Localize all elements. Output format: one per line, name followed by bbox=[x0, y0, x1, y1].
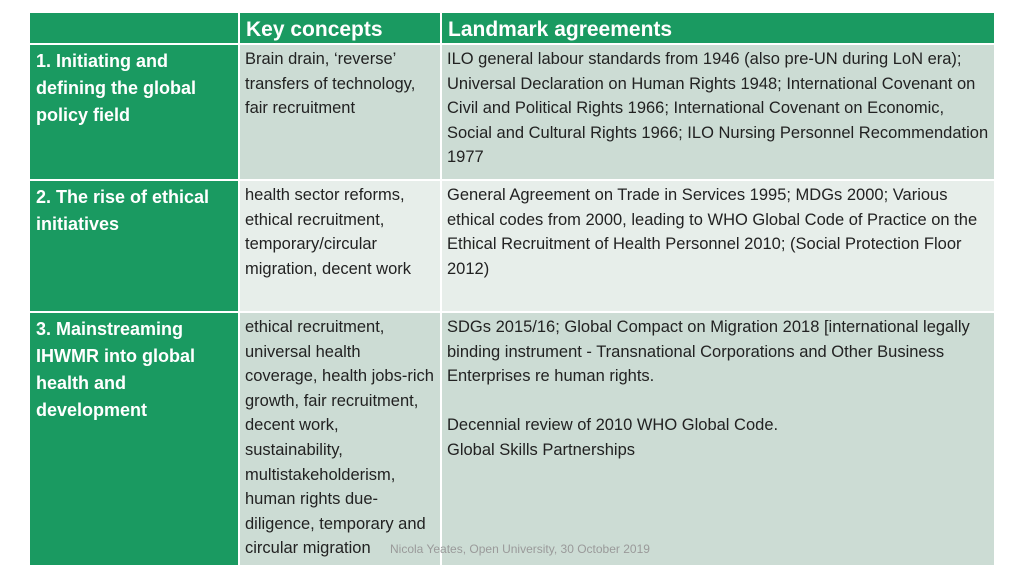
concepts-cell-1: Brain drain, ‘reverse’ transfers of technology, fair recruitment bbox=[240, 45, 442, 181]
stage-cell-3: 3. Mainstreaming IHWMR into global health and development bbox=[30, 313, 240, 567]
concepts-cell-2: health sector reforms, ethical recruitment, temporary/circular migration, decent work bbox=[240, 181, 442, 313]
agreements-text: Global Skills Partnerships bbox=[447, 440, 635, 459]
agreements-text: ILO general labour standards from 1946 (also pre-UN during LoN era); Universal Declaration on Human Rights 1948; International Covenant on Civil and Political Rights 1966; International Covenant on Economic, Social and Cultural Rights 1966; ILO Nursing Personnel Recommendation 1977 bbox=[447, 50, 989, 167]
slide-footer: Nicola Yeates, Open University, 30 October 2019 bbox=[390, 542, 650, 556]
stage-cell-1: 1. Initiating and defining the global policy field bbox=[30, 45, 240, 181]
paragraph-gap bbox=[447, 389, 989, 414]
agreements-cell-2 bbox=[442, 181, 994, 313]
agreements-text: General Agreement on Trade in Services 1995; MDGs 2000; Various ethical codes from 2000, leading to WHO Global Code of Practice on the Ethical Recruitment of Health Personnel 2010; (Social Protection Floor 2012) bbox=[447, 186, 978, 278]
agreements-cell-3 bbox=[442, 313, 994, 567]
header-landmark-agreements: Landmark agreements bbox=[442, 13, 994, 45]
header-key-concepts: Key concepts bbox=[240, 13, 442, 45]
concepts-cell-3: ethical recruitment, universal health coverage, health jobs-rich growth, fair recruitment, decent work, sustainability, multistakeholderism, human rights due-diligence, temporary and circular migration bbox=[240, 313, 442, 567]
agreements-cell-1 bbox=[442, 45, 994, 181]
policy-table bbox=[30, 13, 994, 567]
stage-cell-2: 2. The rise of ethical initiatives bbox=[30, 181, 240, 313]
header-blank-cell bbox=[30, 13, 240, 45]
agreements-text: Decennial review of 2010 WHO Global Code. bbox=[447, 416, 779, 435]
agreements-text: SDGs 2015/16; Global Compact on Migration 2018 [international legally binding instrument - Transnational Corporations and Other Business Enterprises re human rights. bbox=[447, 318, 970, 386]
